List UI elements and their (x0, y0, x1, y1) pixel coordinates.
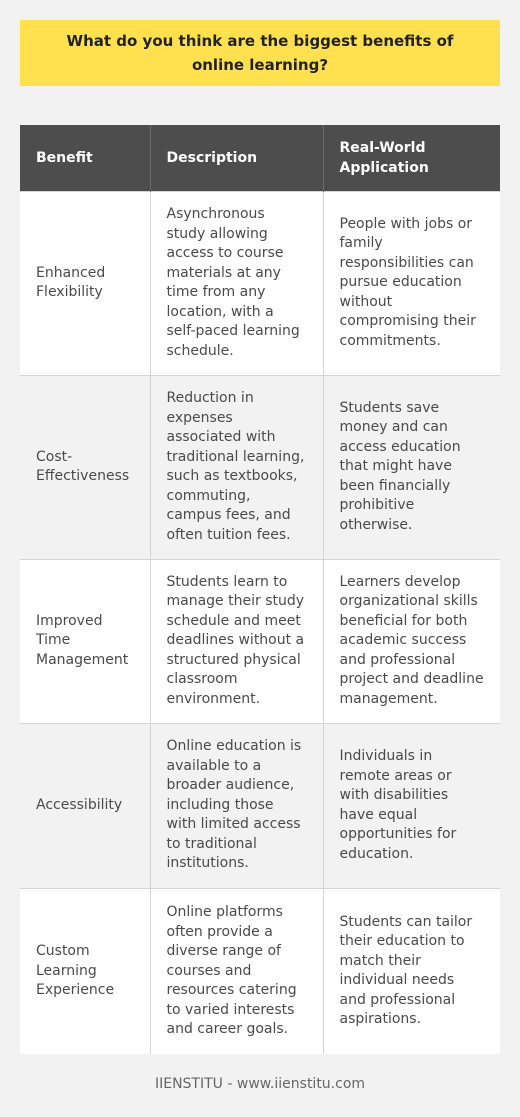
table-row (20, 375, 500, 559)
table-row (20, 559, 500, 723)
benefit-cell: Enhanced Flexibility (20, 191, 150, 375)
question-text: What do you think are the biggest benefits of online learning? (66, 32, 454, 74)
header-description: Description (150, 125, 323, 191)
table-row (20, 723, 500, 888)
description-cell: Asynchronous study allowing access to course materials at any time from any location, with a self-paced learning schedule. (150, 191, 323, 375)
header-benefit: Benefit (20, 125, 150, 191)
application-cell: Learners develop organizational skills beneficial for both academic success and professional project and deadline management. (323, 559, 500, 723)
benefit-cell: Cost-Effectiveness (20, 375, 150, 559)
benefit-cell: Improved Time Management (20, 559, 150, 723)
benefit-cell: Custom Learning Experience (20, 888, 150, 1054)
application-cell: Individuals in remote areas or with disabilities have equal opportunities for education. (323, 723, 500, 888)
table-header-row (20, 125, 500, 191)
application-cell: People with jobs or family responsibilities can pursue education without compromising their commitments. (323, 191, 500, 375)
question-banner (20, 20, 500, 86)
benefit-cell: Accessibility (20, 723, 150, 888)
description-cell: Reduction in expenses associated with traditional learning, such as textbooks, commuting, campus fees, and often tuition fees. (150, 375, 323, 559)
description-cell: Online education is available to a broader audience, including those with limited access to traditional institutions. (150, 723, 323, 888)
application-cell: Students can tailor their education to match their individual needs and professional aspirations. (323, 888, 500, 1054)
header-application: Real-World Application (323, 125, 500, 191)
benefits-table (20, 125, 500, 1054)
description-cell: Online platforms often provide a diverse range of courses and resources catering to varied interests and career goals. (150, 888, 323, 1054)
footer-credit: IIENSTITU - www.iienstitu.com (154, 1076, 366, 1092)
table-row (20, 888, 500, 1054)
description-cell: Students learn to manage their study schedule and meet deadlines without a structured physical classroom environment. (150, 559, 323, 723)
application-cell: Students save money and can access education that might have been financially prohibitive otherwise. (323, 375, 500, 559)
table-row (20, 191, 500, 375)
